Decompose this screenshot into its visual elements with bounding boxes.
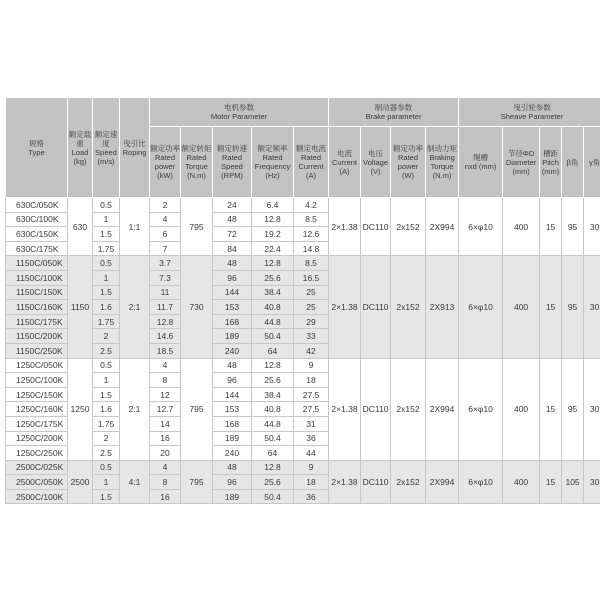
cell-speed: 1 bbox=[93, 270, 120, 285]
cell-rpm: 153 bbox=[213, 402, 252, 417]
cell-current: 18 bbox=[294, 475, 329, 490]
cell-type: 1150C/175K bbox=[6, 314, 68, 329]
col-groove-header: 绳槽 nxd (mm) bbox=[459, 127, 503, 198]
cell-load: 630 bbox=[68, 198, 93, 256]
cell-speed: 0.5 bbox=[93, 358, 120, 373]
motor-group-header: 电机参数 Motor Parameter bbox=[150, 98, 329, 127]
sheave-group-header: 曳引轮参数 Sheave Parameter bbox=[459, 98, 600, 127]
cell-beta: 95 bbox=[562, 198, 584, 256]
cell-groove: 6×φ10 bbox=[459, 198, 503, 256]
cell-rpm: 96 bbox=[213, 475, 252, 490]
cell-power: 18.5 bbox=[150, 343, 181, 358]
cell-torque: 795 bbox=[181, 460, 213, 504]
cell-power: 12 bbox=[150, 387, 181, 402]
cell-type: 1150C/100K bbox=[6, 270, 68, 285]
cell-type: 630C/050K bbox=[6, 198, 68, 213]
cell-brake-current: 2×1.38 bbox=[329, 358, 361, 460]
cell-voltage: DC110 bbox=[361, 256, 391, 358]
cell-speed: 1.5 bbox=[93, 387, 120, 402]
cell-power: 3.7 bbox=[150, 256, 181, 271]
cell-gamma: 30 bbox=[584, 198, 600, 256]
cell-current: 27.5 bbox=[294, 402, 329, 417]
brake-group-header: 制动器参数 Brake parameter bbox=[329, 98, 459, 127]
cell-power: 12.7 bbox=[150, 402, 181, 417]
cell-power: 2 bbox=[150, 198, 181, 213]
header-row-groups bbox=[6, 98, 600, 127]
col-current-header: 额定电流 Rated Current (A) bbox=[294, 127, 329, 198]
cell-current: 36 bbox=[294, 431, 329, 446]
cell-current: 4.2 bbox=[294, 198, 329, 213]
cell-voltage: DC110 bbox=[361, 460, 391, 504]
cell-groove: 6×φ10 bbox=[459, 358, 503, 460]
cell-frequency: 12.8 bbox=[252, 358, 294, 373]
cell-type: 1250C/200K bbox=[6, 431, 68, 446]
cell-power: 16 bbox=[150, 489, 181, 504]
table-row bbox=[6, 460, 600, 475]
cell-braking-torque: 2X994 bbox=[426, 358, 459, 460]
cell-current: 25 bbox=[294, 285, 329, 300]
cell-power: 8 bbox=[150, 475, 181, 490]
cell-current: 44 bbox=[294, 446, 329, 461]
cell-frequency: 25.6 bbox=[252, 373, 294, 388]
cell-type: 630C/150K bbox=[6, 227, 68, 242]
cell-power: 7 bbox=[150, 241, 181, 256]
cell-torque: 730 bbox=[181, 256, 213, 358]
cell-type: 1250C/150K bbox=[6, 387, 68, 402]
table-row bbox=[6, 358, 600, 373]
cell-brake-power: 2x152 bbox=[391, 460, 426, 504]
cell-power: 11.7 bbox=[150, 300, 181, 315]
cell-type: 1250C/050K bbox=[6, 358, 68, 373]
cell-power: 20 bbox=[150, 446, 181, 461]
cell-type: 1150C/160K bbox=[6, 300, 68, 315]
cell-rpm: 144 bbox=[213, 285, 252, 300]
cell-rpm: 240 bbox=[213, 446, 252, 461]
cell-frequency: 64 bbox=[252, 446, 294, 461]
cell-frequency: 38.4 bbox=[252, 387, 294, 402]
cell-type: 1150C/250K bbox=[6, 343, 68, 358]
cell-diameter: 400 bbox=[503, 256, 540, 358]
cell-frequency: 50.4 bbox=[252, 489, 294, 504]
cell-speed: 1.75 bbox=[93, 416, 120, 431]
cell-current: 27.5 bbox=[294, 387, 329, 402]
cell-speed: 1.5 bbox=[93, 489, 120, 504]
cell-frequency: 22.4 bbox=[252, 241, 294, 256]
col-diameter-header: 节径ΦD Diameter (mm) bbox=[503, 127, 540, 198]
cell-gamma: 30 bbox=[584, 358, 600, 460]
cell-roping: 1:1 bbox=[120, 198, 150, 256]
cell-roping: 2:1 bbox=[120, 358, 150, 460]
cell-frequency: 44.8 bbox=[252, 314, 294, 329]
cell-braking-torque: 2X913 bbox=[426, 256, 459, 358]
cell-current: 36 bbox=[294, 489, 329, 504]
col-beta-header: β角 bbox=[562, 127, 584, 198]
cell-rpm: 189 bbox=[213, 489, 252, 504]
cell-type: 1150C/200K bbox=[6, 329, 68, 344]
cell-frequency: 40.8 bbox=[252, 402, 294, 417]
cell-rpm: 189 bbox=[213, 329, 252, 344]
cell-frequency: 25.6 bbox=[252, 475, 294, 490]
cell-frequency: 50.4 bbox=[252, 431, 294, 446]
cell-rpm: 48 bbox=[213, 256, 252, 271]
cell-type: 2500C/025K bbox=[6, 460, 68, 475]
cell-current: 16.5 bbox=[294, 270, 329, 285]
cell-current: 42 bbox=[294, 343, 329, 358]
cell-frequency: 19.2 bbox=[252, 227, 294, 242]
cell-rpm: 48 bbox=[213, 212, 252, 227]
cell-rpm: 96 bbox=[213, 270, 252, 285]
col-brake-current-header: 电流 Current (A) bbox=[329, 127, 361, 198]
cell-brake-current: 2×1.38 bbox=[329, 256, 361, 358]
col-load-header: 额定载重 Load (kg) bbox=[68, 98, 93, 198]
cell-brake-power: 2x152 bbox=[391, 256, 426, 358]
cell-rpm: 153 bbox=[213, 300, 252, 315]
cell-frequency: 25.6 bbox=[252, 270, 294, 285]
cell-current: 33 bbox=[294, 329, 329, 344]
cell-braking-torque: 2X994 bbox=[426, 198, 459, 256]
cell-roping: 4:1 bbox=[120, 460, 150, 504]
cell-load: 2500 bbox=[68, 460, 93, 504]
cell-load: 1250 bbox=[68, 358, 93, 460]
cell-current: 9 bbox=[294, 460, 329, 475]
cell-brake-current: 2×1.38 bbox=[329, 460, 361, 504]
cell-type: 1150C/050K bbox=[6, 256, 68, 271]
cell-speed: 1.75 bbox=[93, 241, 120, 256]
cell-speed: 0.5 bbox=[93, 256, 120, 271]
cell-power: 14.6 bbox=[150, 329, 181, 344]
cell-speed: 2.5 bbox=[93, 446, 120, 461]
cell-power: 4 bbox=[150, 358, 181, 373]
cell-frequency: 12.8 bbox=[252, 460, 294, 475]
cell-beta: 105 bbox=[562, 460, 584, 504]
col-frequency-header: 额定频率 Rated Frequency (Hz) bbox=[252, 127, 294, 198]
cell-rpm: 48 bbox=[213, 358, 252, 373]
cell-current: 25 bbox=[294, 300, 329, 315]
cell-speed: 2 bbox=[93, 431, 120, 446]
cell-speed: 0.5 bbox=[93, 198, 120, 213]
cell-current: 8.5 bbox=[294, 256, 329, 271]
cell-frequency: 12.8 bbox=[252, 256, 294, 271]
col-pitch-header: 槽距 Pitch (mm) bbox=[540, 127, 562, 198]
cell-current: 29 bbox=[294, 314, 329, 329]
cell-type: 1250C/175K bbox=[6, 416, 68, 431]
cell-brake-power: 2x152 bbox=[391, 358, 426, 460]
cell-type: 2500C/100K bbox=[6, 489, 68, 504]
cell-type: 1250C/100K bbox=[6, 373, 68, 388]
cell-rpm: 24 bbox=[213, 198, 252, 213]
cell-rpm: 168 bbox=[213, 416, 252, 431]
cell-current: 12.6 bbox=[294, 227, 329, 242]
cell-braking-torque: 2X994 bbox=[426, 460, 459, 504]
cell-beta: 95 bbox=[562, 256, 584, 358]
cell-power: 6 bbox=[150, 227, 181, 242]
cell-power: 16 bbox=[150, 431, 181, 446]
cell-rpm: 189 bbox=[213, 431, 252, 446]
cell-load: 1150 bbox=[68, 256, 93, 358]
cell-voltage: DC110 bbox=[361, 358, 391, 460]
cell-speed: 2 bbox=[93, 329, 120, 344]
cell-beta: 95 bbox=[562, 358, 584, 460]
cell-frequency: 50.4 bbox=[252, 329, 294, 344]
col-power-header: 额定功率 Rated power (kW) bbox=[150, 127, 181, 198]
cell-pitch: 15 bbox=[540, 358, 562, 460]
cell-speed: 2.5 bbox=[93, 343, 120, 358]
cell-current: 14.8 bbox=[294, 241, 329, 256]
cell-pitch: 15 bbox=[540, 198, 562, 256]
cell-rpm: 168 bbox=[213, 314, 252, 329]
cell-diameter: 400 bbox=[503, 198, 540, 256]
cell-rpm: 48 bbox=[213, 460, 252, 475]
col-rpm-header: 额定转速 Rated Speed (RPM) bbox=[213, 127, 252, 198]
cell-speed: 1.5 bbox=[93, 285, 120, 300]
cell-torque: 795 bbox=[181, 198, 213, 256]
cell-current: 31 bbox=[294, 416, 329, 431]
cell-groove: 6×φ10 bbox=[459, 256, 503, 358]
cell-speed: 1.75 bbox=[93, 314, 120, 329]
col-brake-power-header: 额定功率 Rated power (W) bbox=[391, 127, 426, 198]
cell-brake-power: 2x152 bbox=[391, 198, 426, 256]
cell-torque: 795 bbox=[181, 358, 213, 460]
cell-groove: 6×φ10 bbox=[459, 460, 503, 504]
cell-rpm: 240 bbox=[213, 343, 252, 358]
cell-speed: 1.6 bbox=[93, 300, 120, 315]
cell-frequency: 12.8 bbox=[252, 212, 294, 227]
table-row bbox=[6, 256, 600, 271]
cell-speed: 1.5 bbox=[93, 227, 120, 242]
cell-frequency: 6.4 bbox=[252, 198, 294, 213]
cell-voltage: DC110 bbox=[361, 198, 391, 256]
cell-speed: 1 bbox=[93, 212, 120, 227]
cell-power: 14 bbox=[150, 416, 181, 431]
cell-speed: 1.6 bbox=[93, 402, 120, 417]
cell-rpm: 96 bbox=[213, 373, 252, 388]
cell-diameter: 400 bbox=[503, 460, 540, 504]
elevator-spec-table bbox=[5, 97, 600, 504]
cell-current: 18 bbox=[294, 373, 329, 388]
cell-rpm: 84 bbox=[213, 241, 252, 256]
cell-brake-current: 2×1.38 bbox=[329, 198, 361, 256]
cell-roping: 2:1 bbox=[120, 256, 150, 358]
cell-frequency: 38.4 bbox=[252, 285, 294, 300]
cell-gamma: 30 bbox=[584, 256, 600, 358]
cell-power: 7.3 bbox=[150, 270, 181, 285]
cell-diameter: 400 bbox=[503, 358, 540, 460]
cell-type: 630C/175K bbox=[6, 241, 68, 256]
cell-current: 8.5 bbox=[294, 212, 329, 227]
cell-power: 11 bbox=[150, 285, 181, 300]
cell-power: 4 bbox=[150, 460, 181, 475]
cell-type: 2500C/050K bbox=[6, 475, 68, 490]
cell-pitch: 15 bbox=[540, 460, 562, 504]
cell-type: 1250C/250K bbox=[6, 446, 68, 461]
cell-frequency: 40.8 bbox=[252, 300, 294, 315]
cell-rpm: 144 bbox=[213, 387, 252, 402]
cell-frequency: 64 bbox=[252, 343, 294, 358]
cell-type: 1150C/150K bbox=[6, 285, 68, 300]
cell-type: 1250C/160K bbox=[6, 402, 68, 417]
col-roping-header: 曳引比 Roping bbox=[120, 98, 150, 198]
cell-speed: 0.5 bbox=[93, 460, 120, 475]
col-torque-header: 额定转矩 Rated Torque (N.m) bbox=[181, 127, 213, 198]
col-voltage-header: 电压 Voltage (V) bbox=[361, 127, 391, 198]
cell-gamma: 30 bbox=[584, 460, 600, 504]
cell-current: 9 bbox=[294, 358, 329, 373]
col-type-header: 规格 Type bbox=[6, 98, 68, 198]
cell-speed: 1 bbox=[93, 475, 120, 490]
cell-type: 630C/100K bbox=[6, 212, 68, 227]
cell-rpm: 72 bbox=[213, 227, 252, 242]
spec-table-body bbox=[6, 198, 600, 504]
cell-power: 12.8 bbox=[150, 314, 181, 329]
col-speed-header: 额定速度 Speed (m/s) bbox=[93, 98, 120, 198]
table-row bbox=[6, 198, 600, 213]
col-braking-torque-header: 制动力矩 Braking Torque (N.m) bbox=[426, 127, 459, 198]
cell-speed: 1 bbox=[93, 373, 120, 388]
cell-frequency: 44.8 bbox=[252, 416, 294, 431]
cell-pitch: 15 bbox=[540, 256, 562, 358]
cell-power: 4 bbox=[150, 212, 181, 227]
col-gamma-header: γ角 bbox=[584, 127, 600, 198]
cell-power: 8 bbox=[150, 373, 181, 388]
